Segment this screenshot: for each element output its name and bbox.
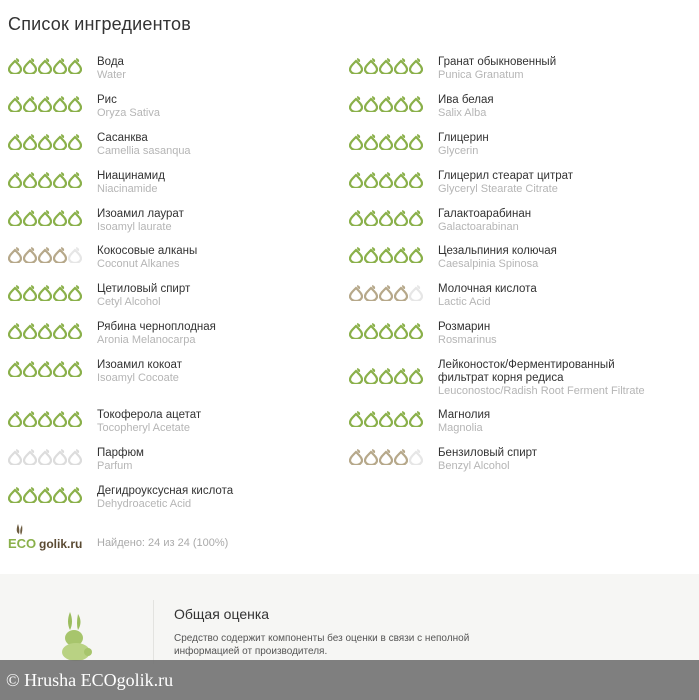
drop-icon	[394, 285, 408, 301]
svg-text:golik.ru: golik.ru	[39, 537, 83, 551]
drop-icon	[53, 172, 67, 188]
drop-icon	[23, 285, 37, 301]
drop-icon	[68, 172, 82, 188]
drop-icon	[409, 58, 423, 74]
drop-icon	[394, 411, 408, 427]
ingredient-name-ru: Цезальпиния колючая	[438, 245, 557, 257]
drop-icon	[394, 172, 408, 188]
ingredient-name-ru: Изоамил кокоат	[97, 359, 182, 371]
safety-rating	[349, 134, 424, 150]
drop-icon	[8, 487, 22, 503]
drop-icon	[379, 368, 393, 384]
drop-icon	[23, 58, 37, 74]
ingredient-name-latin: Cetyl Alcohol	[97, 296, 161, 308]
drop-icon	[364, 411, 378, 427]
ingredient-name-latin: Magnolia	[438, 422, 483, 434]
drop-icon	[409, 449, 423, 465]
drop-icon	[68, 449, 82, 465]
ingredient-name-ru: Цетиловый спирт	[97, 283, 191, 295]
drop-icon	[379, 134, 393, 150]
ingredient-name-latin: Lactic Acid	[438, 296, 491, 308]
ingredient-name-latin: Galactoarabinan	[438, 221, 519, 233]
drop-icon	[38, 247, 52, 263]
drop-icon	[349, 323, 363, 339]
drop-icon	[394, 58, 408, 74]
drop-icon	[409, 210, 423, 226]
safety-rating	[8, 210, 83, 226]
safety-rating	[349, 323, 424, 339]
safety-rating	[8, 323, 83, 339]
safety-rating	[8, 449, 83, 465]
drop-icon	[394, 247, 408, 263]
drop-icon	[23, 172, 37, 188]
drop-icon	[409, 134, 423, 150]
drop-icon	[349, 58, 363, 74]
ingredient-name-latin: Oryza Sativa	[97, 107, 160, 119]
drop-icon	[379, 172, 393, 188]
ingredient-name-latin: Salix Alba	[438, 107, 487, 119]
drop-icon	[53, 285, 67, 301]
drop-icon	[38, 449, 52, 465]
drop-icon	[379, 96, 393, 112]
ingredient-name-ru: Рис	[97, 94, 117, 106]
drop-icon	[53, 487, 67, 503]
drop-icon	[394, 368, 408, 384]
ingredient-name-ru: фильтрат корня редиса	[438, 372, 564, 384]
ingredient-name-ru: Галактоарабинан	[438, 208, 532, 220]
drop-icon	[364, 368, 378, 384]
card-divider	[153, 600, 154, 664]
summary-text: Средство содержит компоненты без оценки в связи с неполной информацией от производителя.	[174, 633, 470, 657]
drop-icon	[38, 361, 52, 377]
drop-icon	[53, 449, 67, 465]
drop-icon	[53, 361, 67, 377]
ingredient-name-latin: Leuconostoc/Radish Root Ferment Filtrate	[438, 385, 645, 397]
drop-icon	[364, 134, 378, 150]
drop-icon	[379, 323, 393, 339]
drop-icon	[379, 210, 393, 226]
drop-icon	[68, 411, 82, 427]
drop-icon	[23, 210, 37, 226]
drop-icon	[409, 411, 423, 427]
drop-icon	[394, 210, 408, 226]
drop-icon	[379, 449, 393, 465]
drop-icon	[8, 210, 22, 226]
ingredient-name-ru: Дегидроуксусная кислота	[97, 485, 234, 497]
drop-icon	[68, 210, 82, 226]
ingredient-name-ru: Ива белая	[438, 94, 494, 106]
safety-rating	[8, 96, 83, 112]
drop-icon	[23, 361, 37, 377]
watermark-text: © Hrusha ECOgolik.ru	[6, 670, 174, 690]
drop-icon	[68, 487, 82, 503]
safety-rating	[349, 449, 424, 465]
drop-icon	[379, 285, 393, 301]
bunny-logo-icon	[56, 610, 96, 667]
drop-icon	[379, 411, 393, 427]
drop-icon	[394, 134, 408, 150]
drop-icon	[394, 323, 408, 339]
drop-icon	[364, 210, 378, 226]
drop-icon	[8, 96, 22, 112]
drop-icon	[53, 134, 67, 150]
safety-rating	[8, 58, 83, 74]
drop-icon	[364, 58, 378, 74]
ingredient-name-ru: Парфюм	[97, 447, 144, 459]
ingredient-name-ru: Гранат обыкновенный	[438, 56, 557, 68]
summary-title: Общая оценка	[174, 606, 270, 622]
drop-icon	[394, 449, 408, 465]
drop-icon	[364, 285, 378, 301]
drop-icon	[349, 172, 363, 188]
safety-rating	[8, 487, 83, 503]
found-count: Найдено: 24 из 24 (100%)	[97, 537, 229, 549]
drop-icon	[23, 487, 37, 503]
ingredient-name-latin: Glyceryl Stearate Citrate	[438, 183, 558, 195]
drop-icon	[53, 411, 67, 427]
drop-icon	[38, 285, 52, 301]
ingredient-name-latin: Caesalpinia Spinosa	[438, 258, 539, 270]
ingredient-name-latin: Coconut Alkanes	[97, 258, 180, 270]
safety-rating	[8, 285, 83, 301]
drop-icon	[68, 323, 82, 339]
drop-icon	[409, 323, 423, 339]
drop-icon	[409, 172, 423, 188]
drop-icon	[379, 58, 393, 74]
safety-rating	[349, 285, 424, 301]
drop-icon	[8, 134, 22, 150]
drop-icon	[349, 411, 363, 427]
safety-rating	[349, 96, 424, 112]
ingredient-name-ru: Глицерин	[438, 132, 489, 144]
drop-icon	[349, 285, 363, 301]
drop-icon	[38, 323, 52, 339]
drop-icon	[349, 247, 363, 263]
safety-rating	[349, 172, 424, 188]
ingredient-name-latin: Dehydroacetic Acid	[97, 498, 192, 510]
drop-icon	[38, 487, 52, 503]
ingredient-name-ru: Ниацинамид	[97, 170, 165, 182]
drop-icon	[38, 210, 52, 226]
safety-rating	[8, 411, 83, 427]
drop-icon	[38, 172, 52, 188]
safety-rating	[349, 368, 424, 384]
safety-rating	[349, 247, 424, 263]
drop-icon	[409, 247, 423, 263]
drop-icon	[8, 449, 22, 465]
ingredient-name-ru: Розмарин	[438, 321, 491, 333]
drop-icon	[364, 172, 378, 188]
ingredient-name-latin: Tocopheryl Acetate	[97, 422, 190, 434]
drop-icon	[8, 411, 22, 427]
drop-icon	[8, 285, 22, 301]
safety-rating	[349, 210, 424, 226]
drop-icon	[8, 247, 22, 263]
drop-icon	[38, 411, 52, 427]
ingredient-name-ru: Сасанква	[97, 132, 148, 144]
drop-icon	[8, 323, 22, 339]
ingredient-name-ru: Рябина черноплодная	[97, 321, 216, 333]
ingredient-name-ru: Магнолия	[438, 409, 491, 421]
ingredient-name-latin: Isoamyl Cocoate	[97, 372, 179, 384]
drop-icon	[23, 134, 37, 150]
drop-icon	[53, 96, 67, 112]
drop-icon	[23, 323, 37, 339]
drop-icon	[8, 361, 22, 377]
ecogolik-logo[interactable]	[8, 522, 84, 557]
page-title: Список ингредиентов	[8, 14, 192, 34]
ingredient-name-latin: Punica Granatum	[438, 69, 524, 81]
watermark-bar	[0, 660, 699, 700]
svg-text:ECO: ECO	[8, 536, 37, 551]
ingredient-name-ru: Кокосовые алканы	[97, 245, 198, 257]
drop-icon	[394, 96, 408, 112]
drop-icon	[349, 210, 363, 226]
ingredient-name-latin: Camellia sasanqua	[97, 145, 191, 157]
ingredient-name-latin: Isoamyl laurate	[97, 221, 172, 233]
drop-icon	[8, 172, 22, 188]
drop-icon	[68, 361, 82, 377]
drop-icon	[38, 134, 52, 150]
ingredient-name-ru: Глицерил стеарат цитрат	[438, 170, 574, 182]
ingredient-name-latin: Parfum	[97, 460, 133, 472]
safety-rating	[8, 247, 83, 263]
drop-icon	[68, 58, 82, 74]
drop-icon	[53, 210, 67, 226]
drop-icon	[379, 247, 393, 263]
drop-icon	[349, 368, 363, 384]
drop-icon	[53, 58, 67, 74]
drop-icon	[349, 449, 363, 465]
drop-icon	[364, 449, 378, 465]
drop-icon	[38, 96, 52, 112]
drop-icon	[23, 411, 37, 427]
ingredient-name-latin: Glycerin	[438, 145, 479, 157]
drop-icon	[409, 368, 423, 384]
ingredient-name-ru: Вода	[97, 56, 124, 68]
drop-icon	[68, 96, 82, 112]
drop-icon	[364, 247, 378, 263]
drop-icon	[53, 323, 67, 339]
ingredient-name-latin: Rosmarinus	[438, 334, 497, 346]
ingredient-name-ru: Лейконосток/Ферментированный	[438, 359, 615, 371]
drop-icon	[23, 449, 37, 465]
drop-icon	[38, 58, 52, 74]
safety-rating	[349, 411, 424, 427]
drop-icon	[23, 96, 37, 112]
safety-rating	[349, 58, 424, 74]
ingredient-name-latin: Niacinamide	[97, 183, 158, 195]
ingredient-name-latin: Aronia Melanocarpa	[97, 334, 196, 346]
drop-icon	[349, 96, 363, 112]
drop-icon	[364, 96, 378, 112]
ingredient-name-ru: Токоферола ацетат	[97, 409, 202, 421]
drop-icon	[409, 96, 423, 112]
drop-icon	[409, 285, 423, 301]
drop-icon	[364, 323, 378, 339]
ingredient-name-ru: Изоамил лаурат	[97, 208, 184, 220]
ingredient-name-latin: Water	[97, 69, 126, 81]
drop-icon	[349, 134, 363, 150]
safety-rating	[8, 172, 83, 188]
drop-icon	[68, 247, 82, 263]
ingredient-name-latin: Benzyl Alcohol	[438, 460, 510, 472]
drop-icon	[68, 285, 82, 301]
safety-rating	[8, 134, 83, 150]
drop-icon	[53, 247, 67, 263]
ingredient-name-ru: Бензиловый спирт	[438, 447, 538, 459]
ingredient-name-ru: Молочная кислота	[438, 283, 537, 295]
drop-icon	[8, 58, 22, 74]
safety-rating	[8, 361, 83, 377]
drop-icon	[23, 247, 37, 263]
drop-icon	[68, 134, 82, 150]
